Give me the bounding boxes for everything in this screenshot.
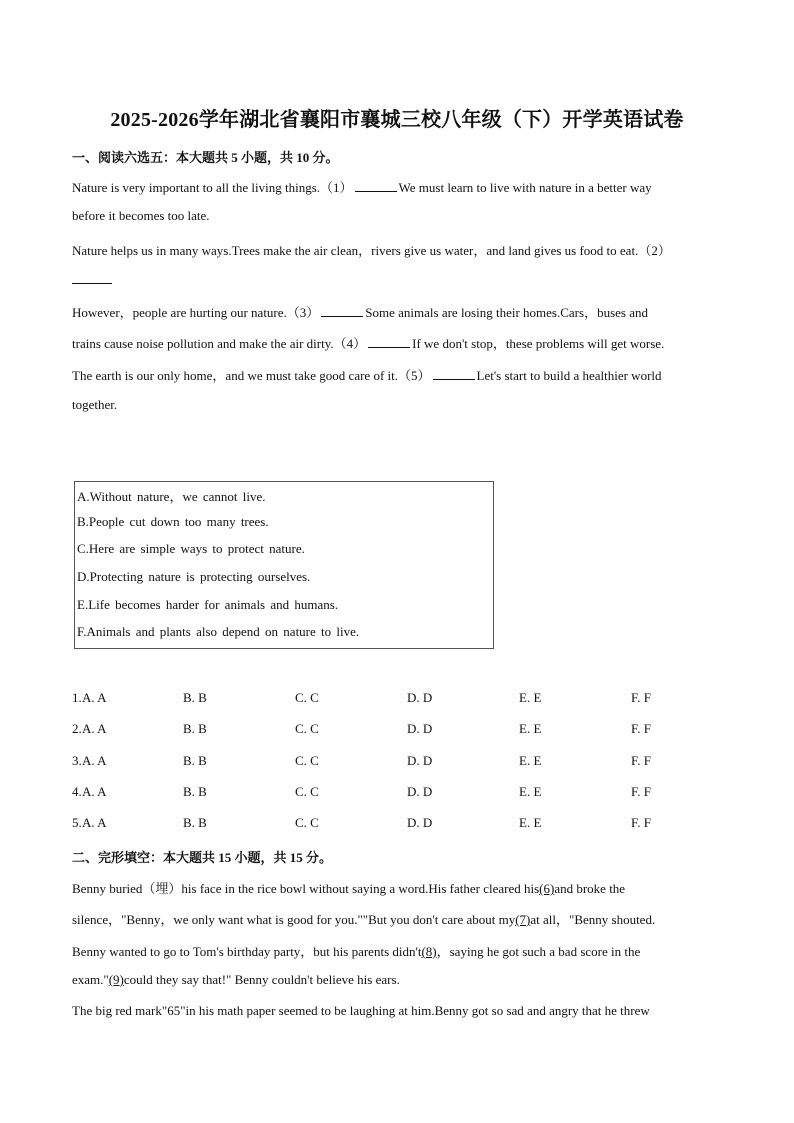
- blank-5: [433, 369, 475, 380]
- question-number: 1.: [72, 690, 82, 705]
- passage-line-4: [72, 272, 112, 288]
- blank-4: [368, 337, 410, 348]
- answer-row: [72, 721, 712, 739]
- option-e: E.Life becomes harder for animals and humans.: [77, 597, 339, 612]
- question-number: 4.: [72, 784, 82, 799]
- answer-choice[interactable]: F. F: [631, 784, 651, 799]
- question-number: 5.: [72, 815, 82, 830]
- passage-line-6: trains cause noise pollution and make the air dirty.（4） If we don't stop，these problems will get worse.: [72, 336, 665, 351]
- passage-line-7: The earth is our only home，and we must take good care of it.（5） Let's start to build a healthier world: [72, 368, 662, 383]
- answer-row: [72, 753, 712, 771]
- option-a: A.Without nature，we cannot live.: [77, 489, 266, 504]
- option-d: D.Protecting nature is protecting ourselves.: [77, 569, 311, 584]
- passage-line-5: However，people are hurting our nature.（3） Some animals are losing their homes.Cars，buses and: [72, 305, 648, 320]
- section-2-heading: 二、完形填空：本大题共 15 小题，共 15 分。: [72, 850, 333, 865]
- answer-choice[interactable]: A. A: [82, 815, 107, 830]
- answer-choice[interactable]: C. C: [295, 690, 319, 705]
- answer-choice[interactable]: D. D: [407, 753, 433, 768]
- answer-row: [72, 815, 712, 833]
- answer-choice[interactable]: E. E: [519, 815, 542, 830]
- answer-choice[interactable]: D. D: [407, 690, 433, 705]
- answer-choice[interactable]: C. C: [295, 815, 319, 830]
- blank-7: (7): [515, 912, 531, 927]
- answer-choice[interactable]: E. E: [519, 690, 542, 705]
- passage-line-2: before it becomes too late.: [72, 208, 210, 223]
- options-box: [74, 481, 494, 649]
- answer-choice[interactable]: B. B: [183, 784, 207, 799]
- section-1-heading: 一、阅读六选五：本大题共 5 小题，共 10 分。: [72, 150, 339, 165]
- answer-choice[interactable]: E. E: [519, 753, 542, 768]
- option-f: F.Animals and plants also depend on nature to live.: [77, 624, 360, 639]
- blank-6: (6): [539, 881, 555, 896]
- cloze-line-4: exam."(9)could they say that!" Benny couldn't believe his ears.: [72, 972, 400, 987]
- answer-choice[interactable]: D. D: [407, 815, 433, 830]
- answer-choice[interactable]: A. A: [82, 721, 107, 736]
- answer-choice[interactable]: E. E: [519, 721, 542, 736]
- cloze-line-2: silence，"Benny，we only want what is good for you.""But you don't care about my(7)at all，"Benny shouted.: [72, 912, 656, 927]
- passage-line-3: Nature helps us in many ways.Trees make the air clean，rivers give us water，and land gives us food to eat.（2）: [72, 243, 671, 258]
- answer-choice[interactable]: D. D: [407, 721, 433, 736]
- answer-row: [72, 784, 712, 802]
- answer-choice[interactable]: F. F: [631, 753, 651, 768]
- answer-choice[interactable]: A. A: [82, 753, 107, 768]
- cloze-line-1: Benny buried（埋）his face in the rice bowl without saying a word.His father cleared his(6)and broke the: [72, 881, 626, 896]
- passage-line-1: Nature is very important to all the living things.（1） We must learn to live with nature in a better way: [72, 180, 652, 195]
- answer-choice[interactable]: B. B: [183, 815, 207, 830]
- answer-choice[interactable]: C. C: [295, 784, 319, 799]
- blank-2: [72, 273, 112, 284]
- page-title: 2025-2026学年湖北省襄阳市襄城三校八年级（下）开学英语试卷: [110, 109, 684, 131]
- blank-9: (9): [108, 972, 124, 987]
- answer-choice[interactable]: F. F: [631, 815, 651, 830]
- answer-choice[interactable]: C. C: [295, 721, 319, 736]
- answer-choice[interactable]: F. F: [631, 690, 651, 705]
- answer-choice[interactable]: B. B: [183, 721, 207, 736]
- question-number: 2.: [72, 721, 82, 736]
- answer-choice[interactable]: F. F: [631, 721, 651, 736]
- option-b: B.People cut down too many trees.: [77, 514, 269, 529]
- answer-choice[interactable]: B. B: [183, 690, 207, 705]
- question-number: 3.: [72, 753, 82, 768]
- answer-choice[interactable]: C. C: [295, 753, 319, 768]
- cloze-line-3: Benny wanted to go to Tom's birthday party，but his parents didn't(8)，saying he got such a bad score in the: [72, 944, 641, 959]
- cloze-line-5: The big red mark"65"in his math paper seemed to be laughing at him.Benny got so sad and angry that he threw: [72, 1003, 650, 1018]
- answer-choice[interactable]: A. A: [82, 784, 107, 799]
- answer-choice[interactable]: E. E: [519, 784, 542, 799]
- answer-choice[interactable]: B. B: [183, 753, 207, 768]
- option-c: C.Here are simple ways to protect nature.: [77, 541, 305, 556]
- blank-1: [355, 181, 397, 192]
- answer-row: [72, 690, 712, 708]
- answer-choice[interactable]: A. A: [82, 690, 107, 705]
- answer-choice[interactable]: D. D: [407, 784, 433, 799]
- blank-3: [321, 306, 363, 317]
- blank-8: (8): [421, 944, 437, 959]
- passage-line-8: together.: [72, 397, 118, 412]
